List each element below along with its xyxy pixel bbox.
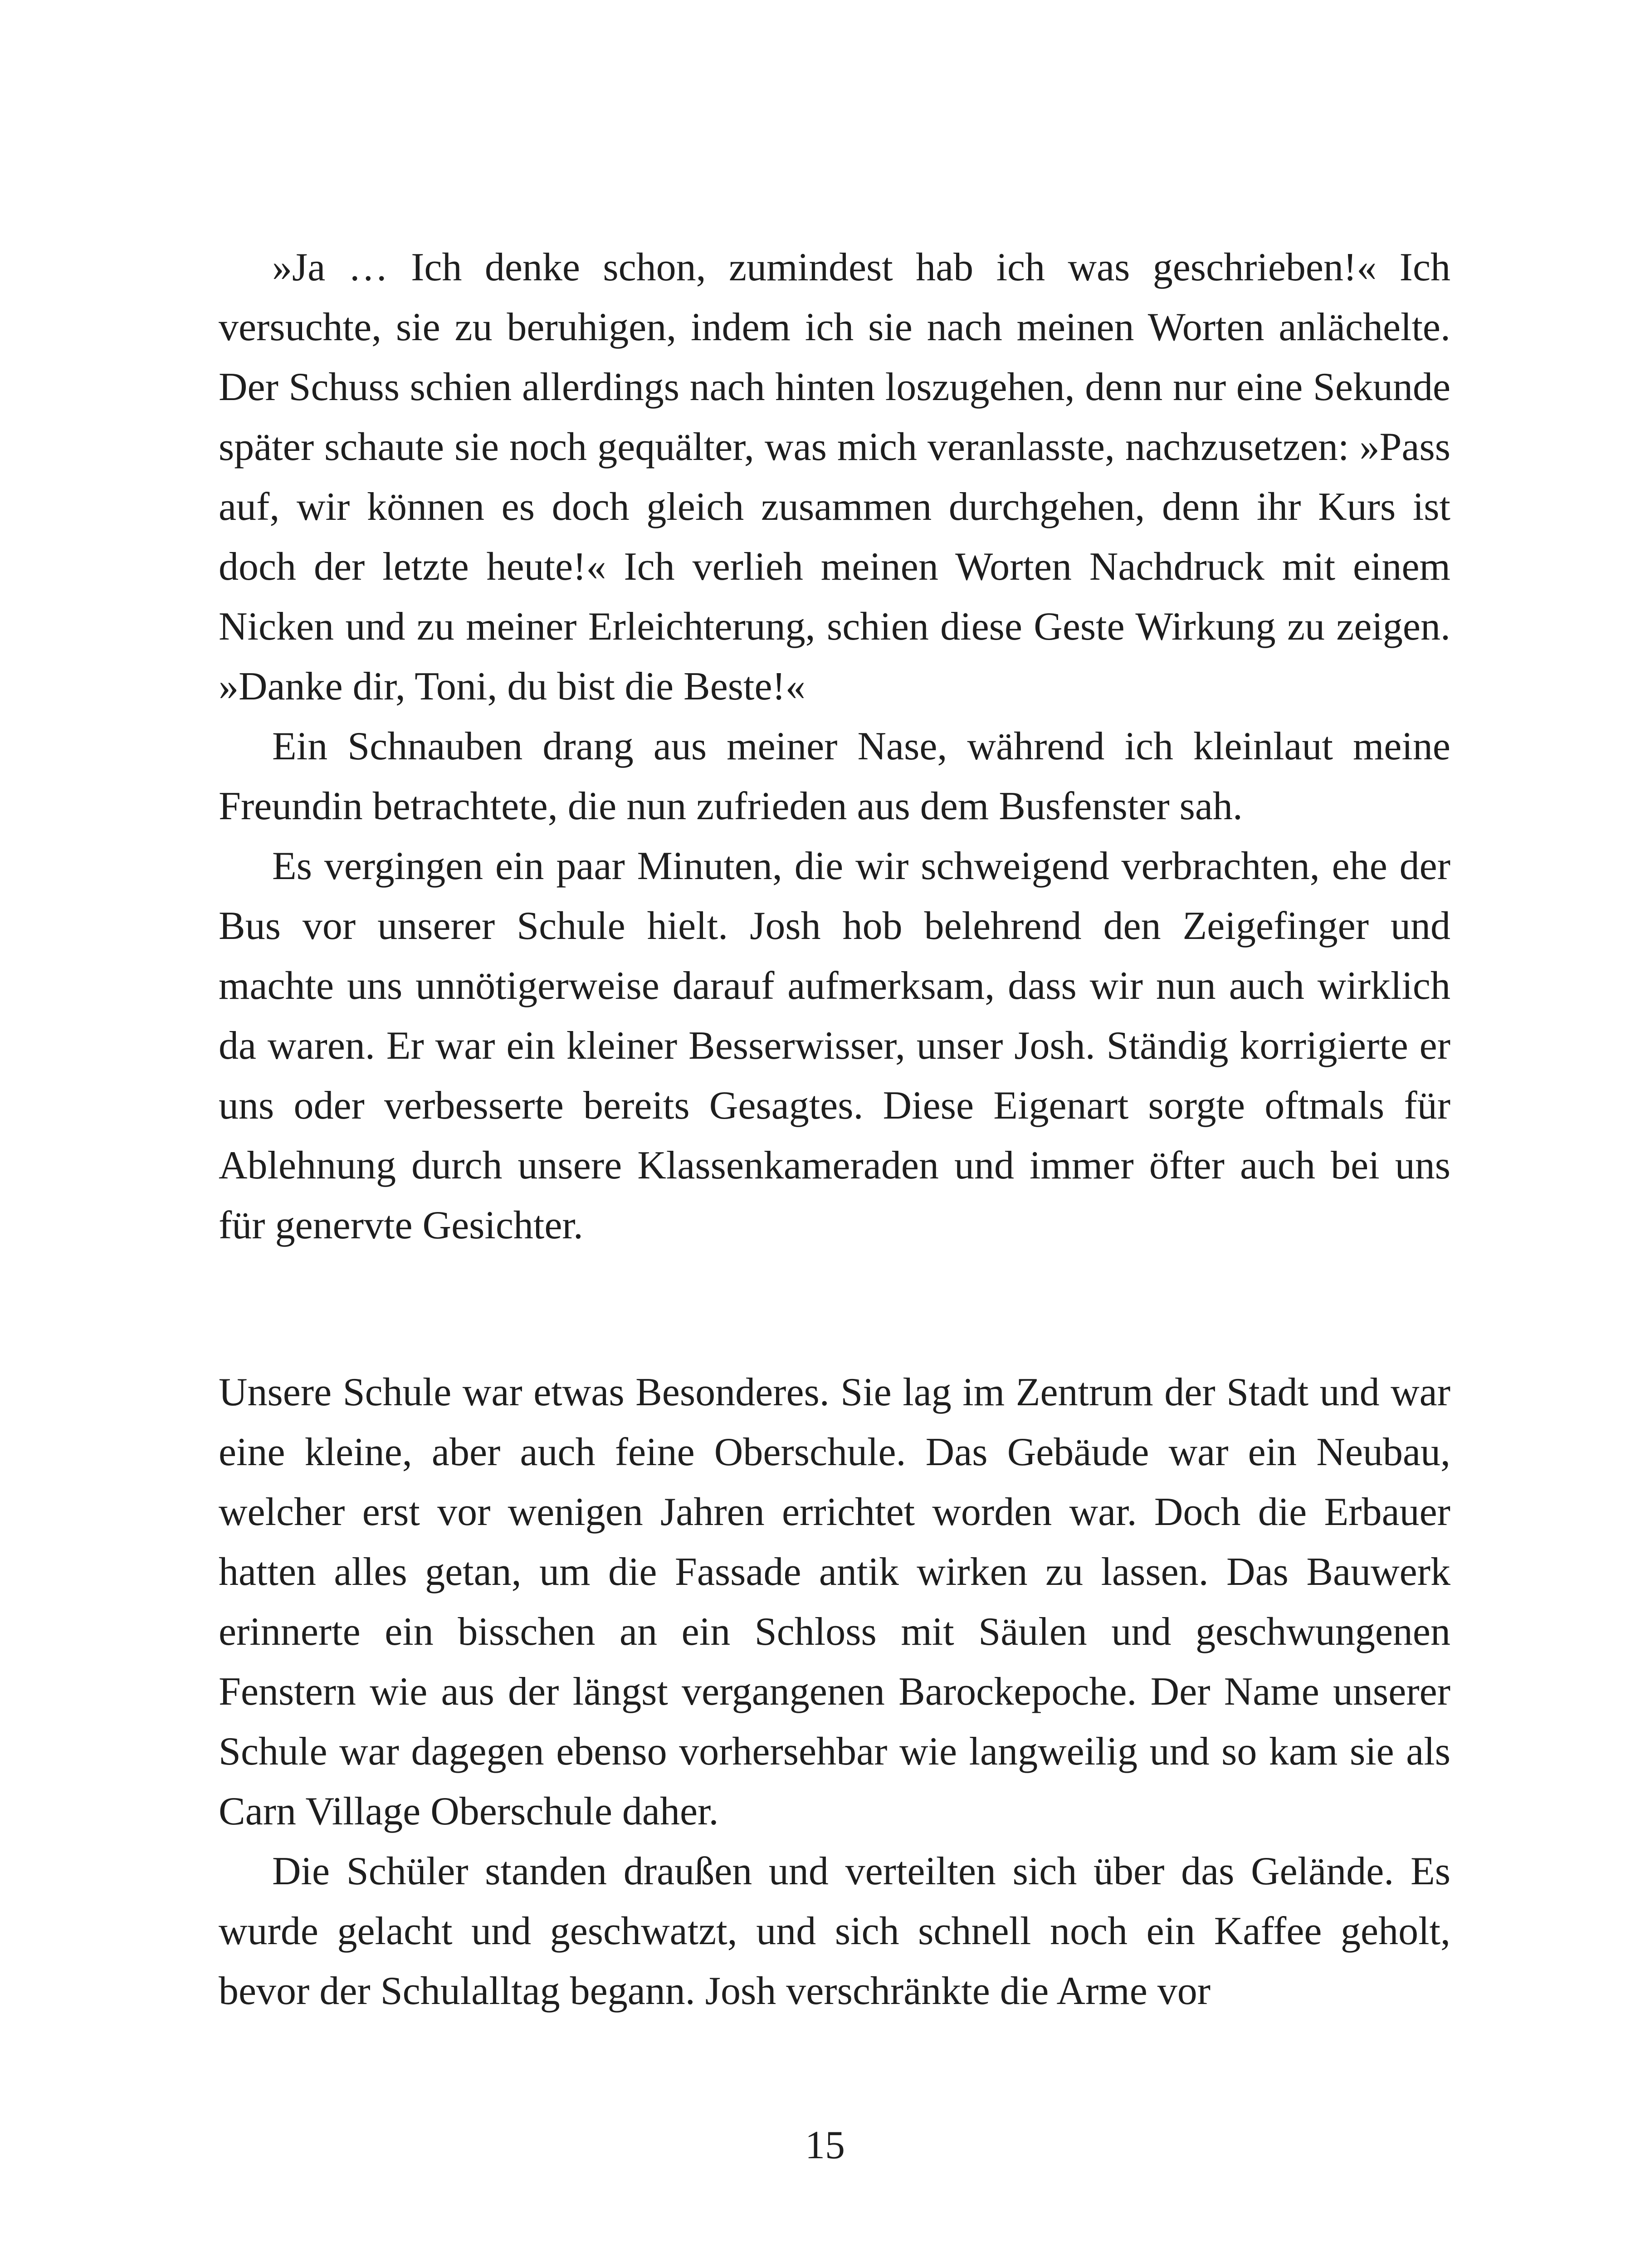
text-section-1: [219, 238, 1450, 1256]
paragraph: Die Schüler standen draußen und verteilten sich über das Gelände. Es wurde gelacht und geschwatzt, und sich schnell noch ein Kaffee geholt, bevor der Schulalltag begann. Josh verschränkte die Arme vor: [219, 1849, 1450, 2013]
paragraph: Unsere Schule war etwas Besonderes. Sie lag im Zentrum der Stadt und war eine kleine, aber auch feine Oberschule. Das Gebäude war ein Neubau, welcher erst vor wenigen Jahren errichtet worden war. Doch die Erbauer hatten alles getan, um die Fassade antik wirken zu lassen. Das Bauwerk erinnerte ein bisschen an ein Schloss mit Säulen und geschwungenen Fenstern wie aus der längst vergangenen Barockepoche. Der Name unserer Schule war dagegen ebenso vorhersehbar wie langweilig und so kam sie als Carn Village Oberschule daher.: [219, 1370, 1450, 1833]
paragraph: Es vergingen ein paar Minuten, die wir schweigend verbrachten, ehe der Bus vor unserer Schule hielt. Josh hob belehrend den Zeigefinger und machte uns unnötigerweise darauf aufmerksam, dass wir nun auch wirklich da waren. Er war ein kleiner Besserwisser, unser Josh. Ständig korrigierte er uns oder verbesserte bereits Gesagtes. Diese Eigenart sorgte oftmals für Ablehnung durch unsere Klassenkameraden und immer öfter auch bei uns für genervte Gesichter.: [219, 844, 1450, 1247]
page-number: 15: [805, 2123, 845, 2167]
text-section-2: [219, 1363, 1450, 2021]
paragraph: »Ja … Ich denke schon, zumindest hab ich was geschrieben!« Ich versuchte, sie zu beruhigen, indem ich sie nach meinen Worten anlächelte. Der Schuss schien allerdings nach hinten loszugehen, denn nur eine Sekunde später schaute sie noch gequälter, was mich veranlasste, nachzusetzen: »Pass auf, wir können es doch gleich zusammen durchgehen, denn ihr Kurs ist doch der letzte heute!« Ich verlieh meinen Worten Nachdruck mit einem Nicken und zu meiner Erleichterung, schien diese Geste Wirkung zu zeigen. »Danke dir, Toni, du bist die Beste!«: [219, 245, 1450, 709]
paragraph: Ein Schnauben drang aus meiner Nase, während ich kleinlaut meine Freundin betrachtete, die nun zufrieden aus dem Busfenster sah.: [219, 724, 1450, 828]
